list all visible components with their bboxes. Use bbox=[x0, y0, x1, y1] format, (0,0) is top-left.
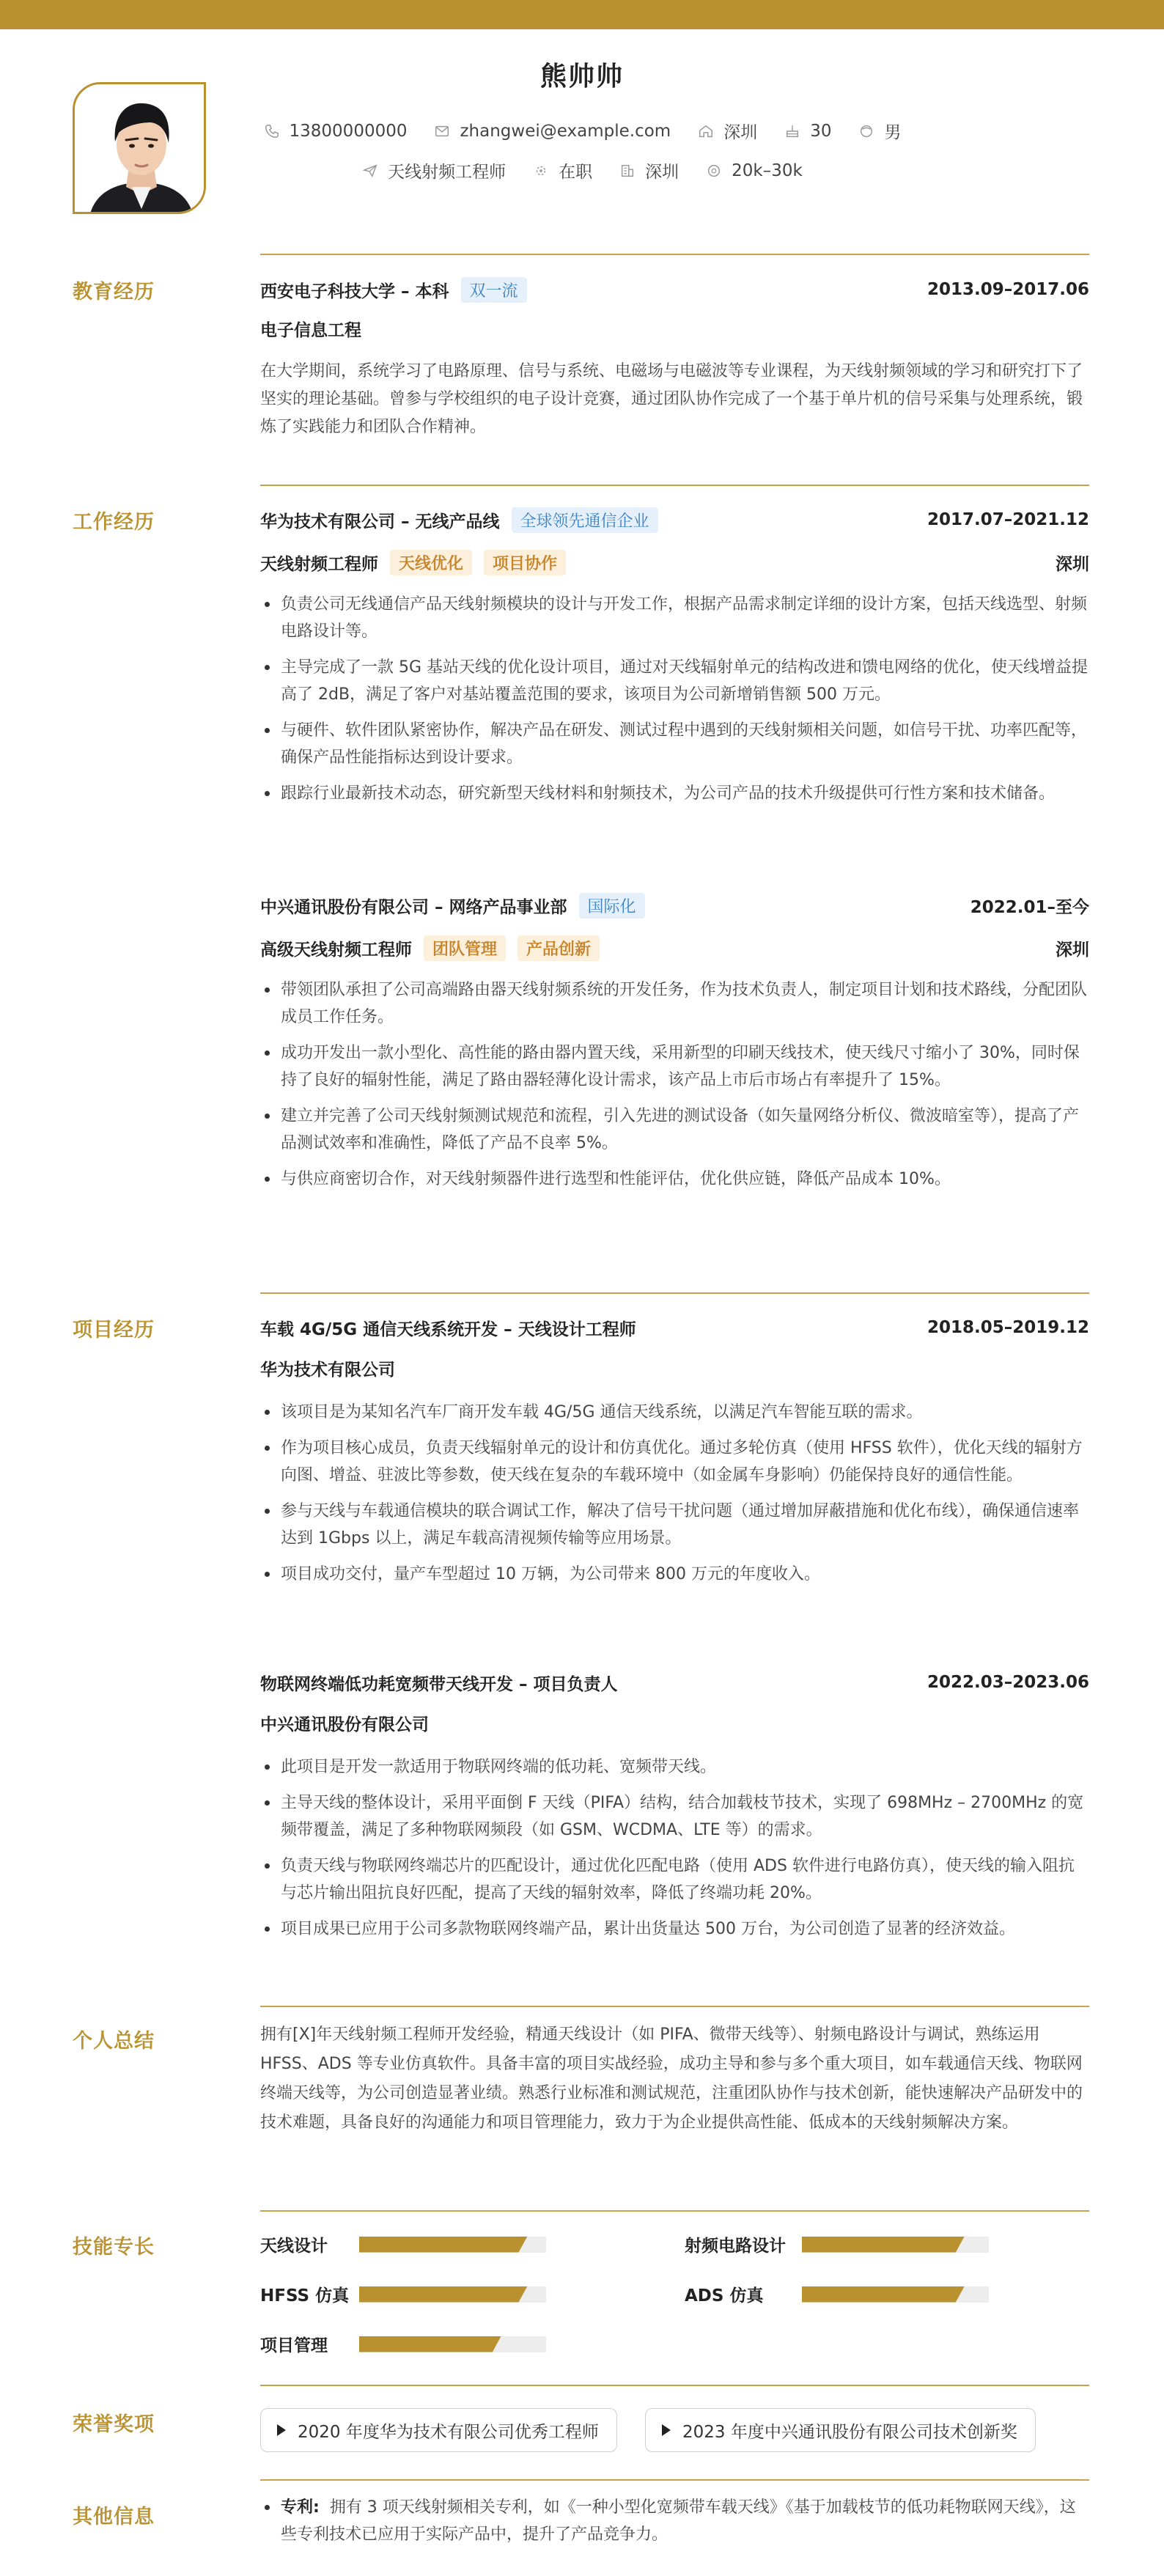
work-entry bbox=[260, 507, 1089, 816]
job-row bbox=[0, 158, 1164, 183]
list-item bbox=[260, 2494, 1089, 2548]
project-company: 中兴通讯股份有限公司 bbox=[260, 1715, 429, 1734]
patent-text: 拥有 3 项天线射频相关专利，如《一种小型化宽频带车载天线》《基于加载枝节的低功耗物联网天线》，这些专利技术已应用于实际产品中，提升了产品竞争力。 bbox=[281, 2498, 1076, 2544]
city-item bbox=[697, 119, 757, 143]
divider bbox=[260, 2006, 1089, 2007]
company-name: 中兴通讯股份有限公司 – 网络产品事业部 bbox=[260, 897, 567, 917]
education-head bbox=[260, 277, 1089, 302]
project-company: 华为技术有限公司 bbox=[260, 1361, 395, 1380]
play-icon bbox=[277, 2424, 286, 2436]
gender-item bbox=[858, 119, 901, 143]
project-bullets bbox=[260, 1399, 1089, 1588]
company-tag: 全球领先通信企业 bbox=[512, 507, 658, 533]
list-item: 成功开发出一款小型化、高性能的路由器内置天线，采用新型的印刷天线技术，使天线尺寸缩小了 30%，同时保持了良好的辐射性能，满足了路由器轻薄化设计需求，该产品上市后市场占有率提升了 15%。 bbox=[260, 1039, 1089, 1094]
skill-name: ADS 仿真 bbox=[685, 2286, 764, 2305]
skill-bar-fill bbox=[359, 2286, 528, 2303]
status-icon bbox=[532, 162, 550, 180]
project-period: 2018.05–2019.12 bbox=[927, 1318, 1089, 1337]
project-name: 物联网终端低功耗宽频带天线开发 – 项目负责人 bbox=[260, 1674, 618, 1694]
other-block bbox=[260, 2494, 1089, 2557]
candidate-name: 熊帅帅 bbox=[539, 62, 624, 92]
job-title-item bbox=[361, 158, 506, 183]
phone-icon bbox=[263, 122, 281, 140]
skill-name: 项目管理 bbox=[260, 2336, 328, 2355]
status-text: 在职 bbox=[559, 163, 593, 182]
project-name: 车载 4G/5G 通信天线系统开发 – 天线设计工程师 bbox=[260, 1320, 636, 1339]
work-bullets bbox=[260, 976, 1089, 1193]
phone-text: 13800000000 bbox=[289, 121, 408, 141]
award-text: 2020 年度华为技术有限公司优秀工程师 bbox=[298, 2422, 599, 2442]
top-accent-bar bbox=[0, 0, 1164, 29]
list-item: 主导完成了一款 5G 基站天线的优化设计项目，通过对天线辐射单元的结构改进和馈电网络的优化，使天线增益提高了 2dB，满足了客户对基站覆盖范围的要求，该项目为公司新增销售额 500 万元。 bbox=[260, 654, 1089, 708]
skill-item bbox=[685, 2232, 989, 2256]
project-bullets bbox=[260, 1753, 1089, 1943]
list-item: 此项目是开发一款适用于物联网终端的低功耗、宽频带天线。 bbox=[260, 1753, 1089, 1781]
list-item: 与硬件、软件团队紧密协作，解决产品在研发、测试过程中遇到的天线射频相关问题，如信号干扰、功率匹配等，确保产品性能指标达到设计要求。 bbox=[260, 717, 1089, 771]
age-text: 30 bbox=[810, 121, 832, 141]
work-city-text: 深圳 bbox=[645, 163, 679, 182]
divider bbox=[260, 2479, 1089, 2481]
section-title-awards: 荣誉奖项 bbox=[73, 2413, 155, 2436]
role-name: 高级天线射频工程师 bbox=[260, 940, 412, 960]
skill-bar bbox=[359, 2336, 546, 2352]
role-tag: 项目协作 bbox=[484, 550, 566, 575]
salary-item bbox=[705, 161, 803, 180]
role-name: 天线射频工程师 bbox=[260, 554, 378, 574]
status-item bbox=[532, 158, 592, 183]
list-item: 负责公司无线通信产品天线射频模块的设计与开发工作，根据产品需求制定详细的设计方案，包括天线选型、射频电路设计等。 bbox=[260, 591, 1089, 645]
work-period: 2022.01–至今 bbox=[970, 897, 1089, 917]
education-block bbox=[260, 277, 1089, 441]
list-item: 项目成功交付，量产车型超过 10 万辆，为公司带来 800 万元的年度收入。 bbox=[260, 1561, 1089, 1588]
role-tag: 团队管理 bbox=[424, 935, 506, 961]
section-title-skills: 技能专长 bbox=[73, 2236, 155, 2259]
cake-icon bbox=[784, 122, 801, 140]
mail-icon bbox=[433, 122, 451, 140]
skill-name: 射频电路设计 bbox=[685, 2237, 786, 2256]
skill-bar-fill bbox=[359, 2237, 528, 2253]
skill-item bbox=[260, 2282, 546, 2306]
list-item: 作为项目核心成员，负责天线辐射单元的设计和仿真优化。通过多轮仿真（使用 HFSS 软件），优化天线的辐射方向图、增益、驻波比等参数，使天线在复杂的车载环境中（如金属车身影响）仍能保持良好的通信性能。 bbox=[260, 1435, 1089, 1489]
list-item: 负责天线与物联网终端芯片的匹配设计，通过优化匹配电路（使用 ADS 软件进行电路仿真），使天线的输入阻抗与芯片输出阻抗良好匹配，提高了天线的辐射效率，降低了终端功耗 20%。 bbox=[260, 1852, 1089, 1907]
skill-bar bbox=[359, 2286, 546, 2303]
building-icon bbox=[619, 162, 636, 180]
work-entry bbox=[260, 893, 1089, 1201]
home-icon bbox=[697, 122, 715, 140]
list-item: 带领团队承担了公司高端路由器天线射频系统的开发任务，作为技术负责人，制定项目计划和技术路线，分配团队成员工作任务。 bbox=[260, 976, 1089, 1031]
award-item bbox=[260, 2408, 617, 2452]
work-period: 2017.07–2021.12 bbox=[927, 510, 1089, 529]
gender-icon bbox=[858, 122, 875, 140]
send-icon bbox=[361, 162, 379, 180]
other-bullets bbox=[260, 2494, 1089, 2548]
education-period: 2013.09–2017.06 bbox=[927, 280, 1089, 299]
school-tag: 双一流 bbox=[461, 277, 527, 303]
city-text: 深圳 bbox=[723, 123, 758, 142]
skill-bar bbox=[802, 2286, 989, 2303]
work-bullets bbox=[260, 591, 1089, 807]
company-tag: 国际化 bbox=[579, 893, 645, 919]
work-location: 深圳 bbox=[1056, 940, 1089, 960]
divider bbox=[260, 1292, 1089, 1294]
skill-name: HFSS 仿真 bbox=[260, 2286, 350, 2305]
avatar bbox=[73, 82, 206, 214]
skill-name: 天线设计 bbox=[260, 2237, 328, 2256]
list-item: 主导天线的整体设计，采用平面倒 F 天线（PIFA）结构，结合加载枝节技术，实现了 698MHz – 2700MHz 的宽频带覆盖，满足了多种物联网频段（如 GSM、WCDMA、LTE 等）的需求。 bbox=[260, 1789, 1089, 1844]
summary-text: 拥有[X]年天线射频工程师开发经验，精通天线设计（如 PIFA、微带天线等）、射频电路设计与调试，熟练运用 HFSS、ADS 等专业仿真软件。具备丰富的项目实战经验，成功主导和参与多个重大项目，如车载通信天线、物联网终端天线等，为公司创造显著业绩。熟悉行业标准和测试规范，注重团队协作与技术创新，能快速解决产品研发中的技术难题，具备良好的沟通能力和项目管理能力，致力于为企业提供高性能、低成本的天线射频解决方案。 bbox=[260, 2025, 1083, 2132]
list-item: 参与天线与车载通信模块的联合调试工作，解决了信号干扰问题（通过增加屏蔽措施和优化布线），确保通信速率达到 1Gbps 以上，满足车载高清视频传输等应用场景。 bbox=[260, 1498, 1089, 1552]
work-location: 深圳 bbox=[1056, 554, 1089, 574]
education-description: 在大学期间，系统学习了电路原理、信号与系统、电磁场与电磁波等专业课程，为天线射频领域的学习和研究打下了坚实的理论基础。曾参与学校组织的电子设计竞赛，通过团队协作完成了一个基于单片机的信号采集与处理系统，锻炼了实践能力和团队合作精神。 bbox=[260, 362, 1083, 436]
skill-item bbox=[260, 2232, 546, 2256]
skill-item bbox=[685, 2282, 989, 2306]
divider bbox=[260, 254, 1089, 255]
project-entry bbox=[260, 1315, 1089, 1597]
list-item: 与供应商密切合作，对天线射频器件进行选型和性能评估，优化供应链，降低产品成本 10%。 bbox=[260, 1166, 1089, 1193]
award-item bbox=[645, 2408, 1036, 2452]
skill-bar bbox=[802, 2237, 989, 2253]
patent-label: 专利: bbox=[281, 2498, 320, 2517]
school-name: 西安电子科技大学 – 本科 bbox=[260, 281, 449, 301]
age-item bbox=[784, 122, 831, 141]
summary-block bbox=[260, 2020, 1089, 2138]
project-period: 2022.03–2023.06 bbox=[927, 1673, 1089, 1692]
contact-row bbox=[0, 119, 1164, 143]
company-name: 华为技术有限公司 – 无线产品线 bbox=[260, 512, 500, 531]
gender-text: 男 bbox=[884, 123, 902, 142]
role-tag: 产品创新 bbox=[517, 935, 600, 961]
salary-text: 20k–30k bbox=[732, 161, 803, 180]
list-item: 建立并完善了公司天线射频测试规范和流程，引入先进的测试设备（如矢量网络分析仪、微波暗室等），提高了产品测试效率和准确性，降低了产品不良率 5%。 bbox=[260, 1103, 1089, 1157]
divider bbox=[260, 485, 1089, 486]
major: 电子信息工程 bbox=[260, 321, 361, 340]
skill-bar-fill bbox=[359, 2336, 501, 2352]
skill-bar-fill bbox=[802, 2286, 965, 2303]
section-title-education: 教育经历 bbox=[73, 281, 155, 303]
email-item bbox=[433, 122, 671, 141]
section-title-summary: 个人总结 bbox=[73, 2030, 155, 2053]
coin-icon bbox=[705, 162, 723, 180]
role-tag: 天线优化 bbox=[390, 550, 472, 575]
section-title-projects: 项目经历 bbox=[73, 1319, 155, 1342]
skill-bar bbox=[359, 2237, 546, 2253]
skill-item bbox=[260, 2332, 546, 2356]
play-icon bbox=[662, 2424, 671, 2436]
skill-bar-fill bbox=[802, 2237, 965, 2253]
email-text: zhangwei@example.com bbox=[460, 121, 671, 141]
job-title-text: 天线射频工程师 bbox=[388, 163, 507, 182]
award-text: 2023 年度中兴通讯股份有限公司技术创新奖 bbox=[682, 2422, 1017, 2442]
section-title-other: 其他信息 bbox=[73, 2506, 155, 2528]
divider bbox=[260, 2210, 1089, 2212]
divider bbox=[260, 2385, 1089, 2386]
phone-item bbox=[263, 122, 408, 141]
list-item: 跟踪行业最新技术动态，研究新型天线材料和射频技术，为公司产品的技术升级提供可行性方案和技术储备。 bbox=[260, 780, 1089, 807]
project-entry bbox=[260, 1670, 1089, 1951]
section-title-work: 工作经历 bbox=[73, 511, 155, 534]
list-item: 该项目是为某知名汽车厂商开发车载 4G/5G 通信天线系统，以满足汽车智能互联的需求。 bbox=[260, 1399, 1089, 1426]
list-item: 项目成果已应用于公司多款物联网终端产品，累计出货量达 500 万台，为公司创造了显著的经济效益。 bbox=[260, 1916, 1089, 1943]
work-city-item bbox=[619, 158, 679, 183]
